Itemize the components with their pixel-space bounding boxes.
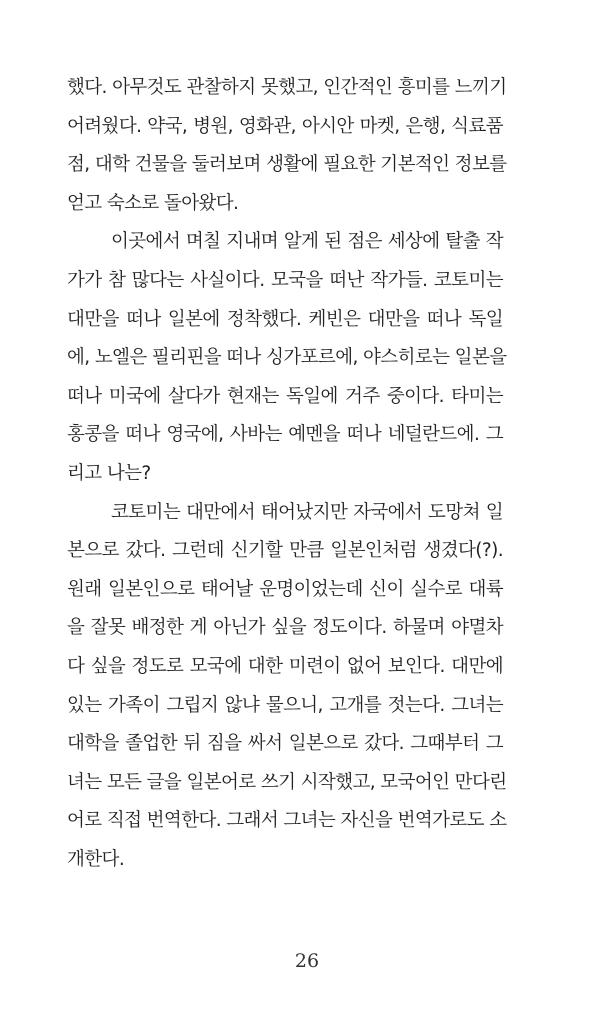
page-number: 26	[294, 950, 320, 972]
text-line: 이곳에서 며칠 지내며 알게 된 점은 세상에 탈출 작	[111, 231, 503, 253]
paragraph-2	[67, 223, 507, 493]
text-line: 대만을 떠나 일본에 정착했다. 케빈은 대만을 떠나 독일	[67, 308, 503, 330]
text-line: 홍콩을 떠나 영국에, 사바는 예멘을 떠나 네덜란드에. 그	[67, 424, 503, 446]
text-line: 을 잘못 배정한 게 아닌가 싶을 정도이다. 하물며 야멸차	[67, 617, 503, 639]
text-line: 어려웠다. 약국, 병원, 영화관, 아시안 마켓, 은행, 식료품	[67, 115, 503, 137]
text-line: 있는 가족이 그립지 않냐 물으니, 고개를 젓는다. 그녀는	[67, 694, 503, 716]
paragraph-1	[67, 69, 507, 223]
page-body	[67, 69, 507, 879]
text-line: 녀는 모든 글을 일본어로 쓰기 시작했고, 모국어인 만다린	[67, 771, 507, 793]
text-line: 했다. 아무것도 관찰하지 못했고, 인간적인 흥미를 느끼기	[67, 77, 507, 98]
text-line: 대학을 졸업한 뒤 짐을 싸서 일본으로 갔다. 그때부터 그	[67, 733, 503, 755]
text-line: 원래 일본인으로 태어날 운명이었는데 신이 실수로 대륙	[67, 578, 503, 600]
text-line: 점, 대학 건물을 둘러보며 생활에 필요한 기본적인 정보를	[67, 154, 507, 176]
text-line: 개한다.	[67, 848, 125, 870]
text-line: 코토미는 대만에서 태어났지만 자국에서 도망쳐 일	[111, 501, 503, 523]
text-line: 떠나 미국에 살다가 현재는 독일에 거주 중이다. 타미는	[67, 385, 503, 407]
text-line: 리고 나는?	[67, 462, 151, 484]
paragraph-3	[67, 494, 507, 880]
text-line: 가가 참 많다는 사실이다. 모국을 떠난 작가들. 코토미는	[67, 269, 503, 291]
text-line: 에, 노엘은 필리핀을 떠나 싱가포르에, 야스히로는 일본을	[67, 347, 507, 369]
text-line: 얻고 숙소로 돌아왔다.	[67, 192, 239, 214]
text-line: 다 싶을 정도로 모국에 대한 미련이 없어 보인다. 대만에	[67, 655, 503, 677]
text-line: 어로 직접 번역한다. 그래서 그녀는 자신을 번역가로도 소	[67, 810, 507, 832]
text-line: 본으로 갔다. 그런데 신기할 만큼 일본인처럼 생겼다(?).	[67, 540, 503, 562]
